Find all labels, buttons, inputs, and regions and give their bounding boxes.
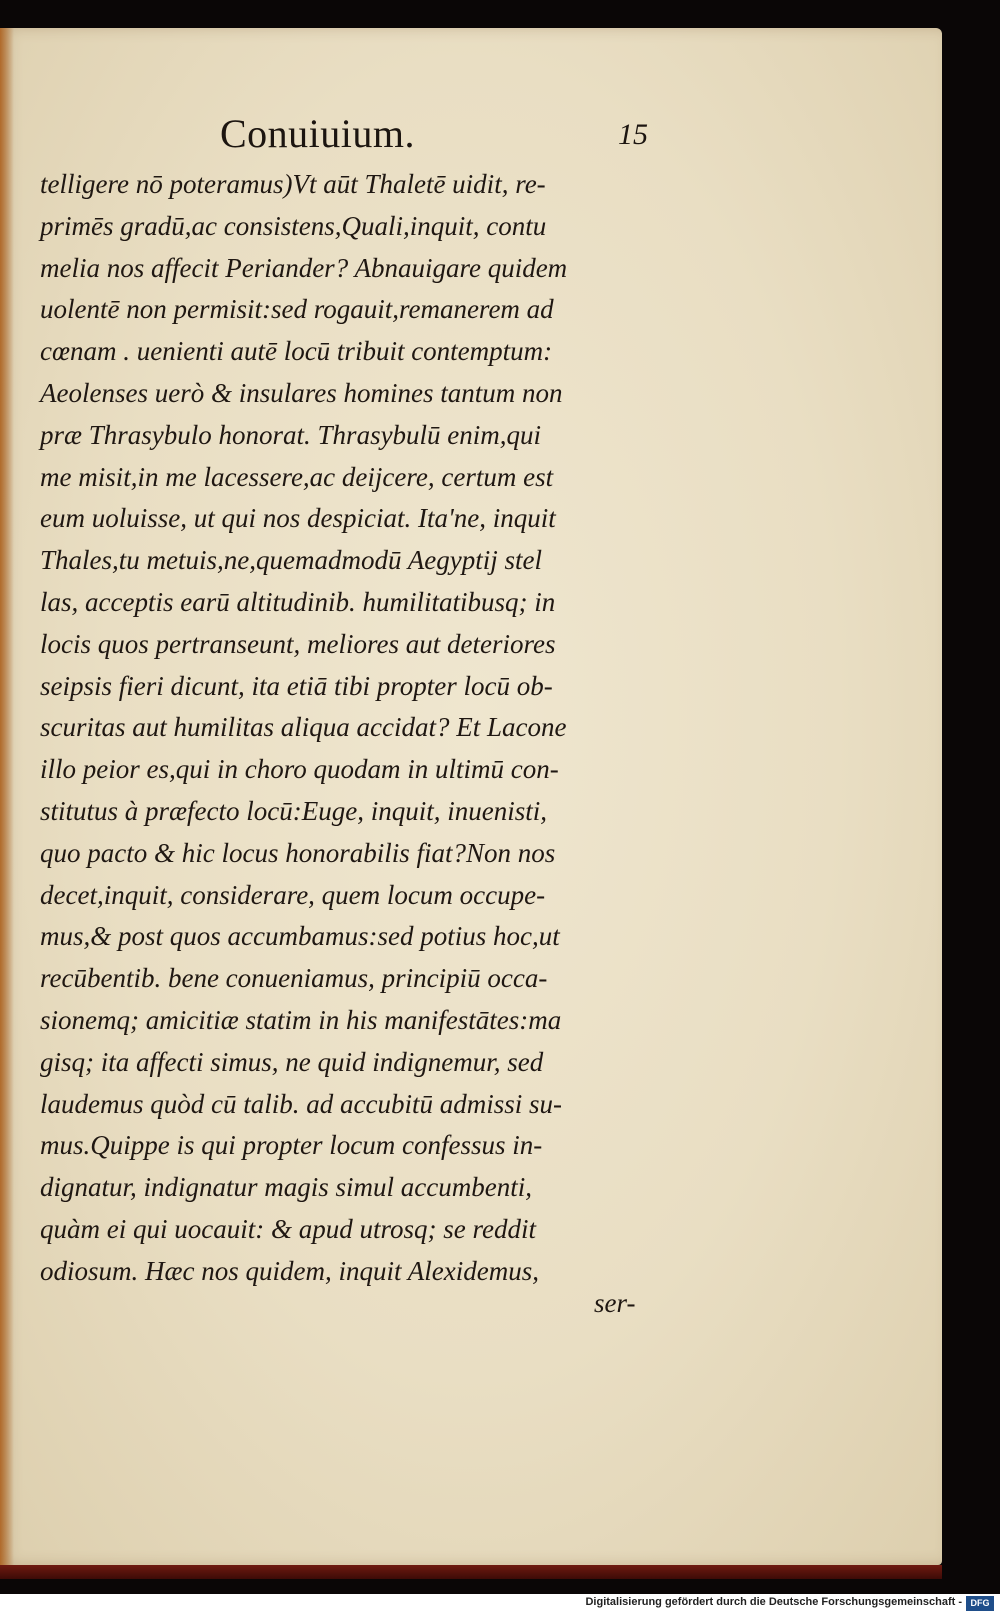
text-line: decet,inquit, considerare, quem locum occupe- bbox=[40, 879, 546, 910]
text-line: telligere nō poteramus)Vt aūt Thaletē uidit, re- bbox=[40, 169, 546, 199]
text-line: cœnam . uenienti autē locū tribuit contemptum: bbox=[40, 336, 553, 367]
funding-credit: Digitalisierung gefördert durch die Deutsche Forschungsgemeinschaft - bbox=[585, 1596, 962, 1608]
text-line: me misit,in me lacessere,ac deijcere, certum est bbox=[40, 461, 554, 492]
text-line: locis quos pertranseunt, meliores aut deteriores bbox=[40, 628, 556, 659]
text-line: mus.Quippe is qui propter locum confessus in- bbox=[40, 1130, 543, 1161]
catchword: ser- bbox=[594, 1288, 636, 1318]
page-gutter-shadow bbox=[0, 28, 14, 1565]
text-line: odiosum. Hæc nos quidem, inquit Alexidemus, bbox=[40, 1255, 539, 1286]
text-line: seipsis fieri dicunt, ita etiā tibi propter locū ob- bbox=[40, 670, 553, 701]
text-line: gisq; ita affecti simus, ne quid indignemur, sed bbox=[40, 1046, 544, 1077]
footer-bar bbox=[0, 1594, 1000, 1615]
text-line: recūbentib. bene conueniamus, principiū occa- bbox=[40, 963, 548, 994]
text-line: præ Thrasybulo honorat. Thrasybulū enim,qui bbox=[40, 419, 542, 450]
text-line: melia nos affecit Periander? Abnauigare quidem bbox=[40, 252, 568, 283]
text-line: uolentē non permisit:sed rogauit,remanerem ad bbox=[40, 294, 554, 325]
text-line: stitutus à præfecto locū:Euge, inquit, inuenisti, bbox=[40, 795, 547, 826]
text-line: Thales,tu metuis,ne,quemadmodū Aegyptij stel bbox=[40, 545, 542, 576]
bottom-edge-band bbox=[0, 1565, 942, 1579]
text-line: quàm ei qui uocauit: & apud utrosq; se reddit bbox=[40, 1213, 536, 1244]
running-head: Conuiuium. bbox=[220, 111, 416, 156]
text-line: scuritas aut humilitas aliqua accidat? Et Lacone bbox=[40, 712, 567, 743]
page-number: 15 bbox=[618, 118, 648, 151]
text-block bbox=[40, 164, 650, 1293]
text-line: laudemus quòd cū talib. ad accubitū admissi su- bbox=[40, 1088, 562, 1119]
dfg-logo: DFG bbox=[966, 1596, 994, 1611]
text-line: quo pacto & hic locus honorabilis fiat?Non nos bbox=[40, 837, 556, 868]
text-line: mus,& post quos accumbamus:sed potius hoc,ut bbox=[40, 921, 560, 952]
text-line: sionemq; amicitiæ statim in his manifestātes:ma bbox=[40, 1004, 562, 1035]
text-line: dignatur, indignatur magis simul accumbenti, bbox=[40, 1172, 532, 1203]
text-line: eum uoluisse, ut qui nos despiciat. Ita'ne, inquit bbox=[40, 503, 556, 534]
text-line: primēs gradū,ac consistens,Quali,inquit, contu bbox=[40, 210, 547, 241]
text-line: las, acceptis earū altitudinib. humilitatibusq; in bbox=[40, 586, 556, 617]
text-line: Aeolenses uerò & insulares homines tantum non bbox=[40, 377, 563, 408]
text-line: illo peior es,qui in choro quodam in ultimū con- bbox=[40, 754, 559, 785]
